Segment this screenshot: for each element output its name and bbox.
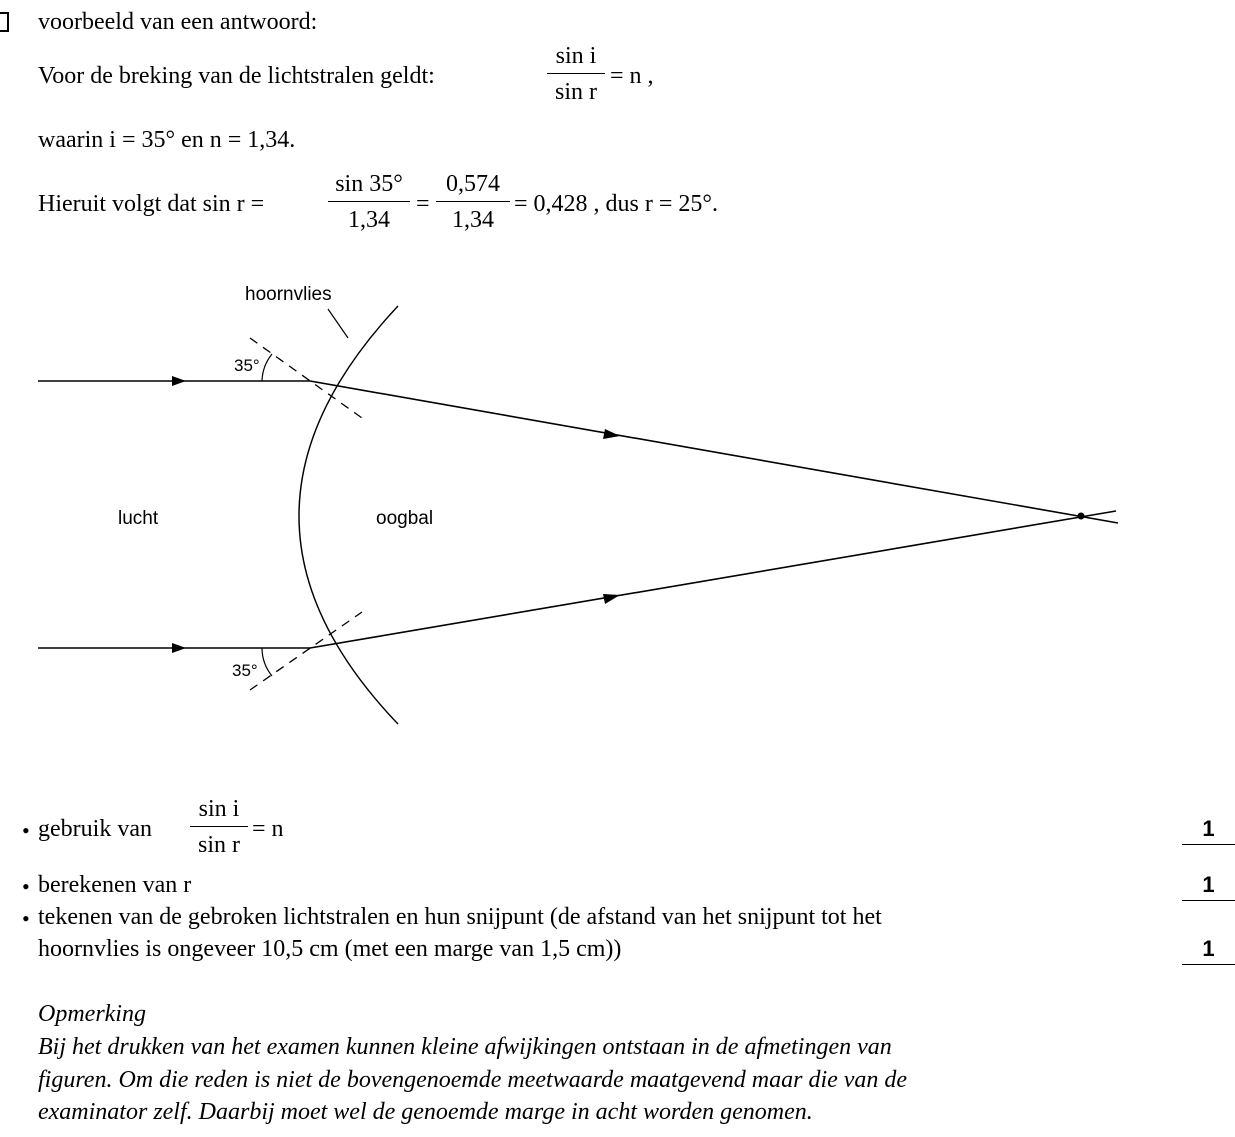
snell-fraction — [547, 44, 605, 104]
criterion-1-suffix: = n — [252, 816, 284, 842]
remark-line-3: examinator zelf. Daarbij moet wel de genoemde marge in acht worden genomen. — [38, 1099, 813, 1125]
fraction-numerator: sin 35° — [335, 171, 403, 197]
remark-line-2: figuren. Om die reden is niet de bovengenoemde meetwaarde maatgevend maar die van de — [38, 1067, 908, 1093]
arrow-icon — [603, 594, 620, 604]
arrow-icon — [603, 429, 620, 439]
refraction-diagram — [0, 270, 1235, 740]
score-1: 1 — [1182, 818, 1235, 845]
bullet: • — [22, 874, 30, 899]
intersection-point — [1078, 513, 1085, 520]
angle-label-bottom: 35° — [232, 661, 258, 680]
fraction-denominator: sin r — [198, 832, 240, 858]
given-values: waarin i = 35° en n = 1,34. — [38, 127, 296, 153]
normal-bottom — [250, 612, 362, 690]
fraction-numerator: sin i — [198, 796, 240, 822]
score-2: 1 — [1182, 874, 1235, 901]
arrow-icon — [172, 376, 186, 386]
remark-title: Opmerking — [38, 1001, 146, 1027]
cornea-leader-line — [328, 309, 348, 338]
intro-text: voorbeeld van een antwoord: — [38, 9, 318, 35]
checkbox-icon — [0, 12, 9, 32]
formula-intro: Voor de breking van de lichtstralen geldt: — [38, 63, 435, 89]
calc-fraction-2 — [436, 172, 510, 232]
criterion-1-prefix: gebruik van — [38, 816, 152, 842]
fraction-numerator: 0,574 — [446, 171, 500, 197]
refracted-ray-top — [310, 381, 1118, 523]
calc-prefix: Hieruit volgt dat sin r = — [38, 191, 265, 217]
formula-rhs: = n , — [610, 63, 654, 89]
fraction-numerator: sin i — [555, 43, 597, 69]
fraction-denominator: sin r — [555, 79, 597, 105]
arrow-icon — [172, 643, 186, 653]
criterion-1-fraction — [190, 797, 248, 857]
label-eyeball: oogbal — [376, 508, 434, 529]
remark-line-1: Bij het drukken van het examen kunnen kleine afwijkingen ontstaan in de afmetingen van — [38, 1034, 892, 1060]
refracted-ray-bottom — [310, 511, 1116, 648]
angle-label-top: 35° — [234, 356, 260, 375]
angle-arc-bottom — [262, 648, 272, 676]
fraction-denominator: 1,34 — [452, 207, 494, 233]
calc-equals: = — [416, 191, 430, 217]
angle-arc-top — [262, 354, 272, 381]
fraction-denominator: 1,34 — [348, 207, 390, 233]
criterion-3-line-2: hoornvlies is ongeveer 10,5 cm (met een marge van 1,5 cm)) — [38, 936, 622, 962]
criterion-3-line-1: tekenen van de gebroken lichtstralen en hun snijpunt (de afstand van het snijpunt tot het — [38, 904, 882, 930]
score-3: 1 — [1182, 938, 1235, 965]
calc-fraction-1 — [328, 172, 410, 232]
calc-result: = 0,428 , dus r = 25°. — [514, 191, 718, 217]
bullet: • — [22, 818, 30, 843]
bullet: • — [22, 906, 30, 931]
criterion-2: berekenen van r — [38, 872, 192, 898]
normal-top — [250, 338, 362, 418]
label-air: lucht — [118, 508, 159, 529]
label-cornea: hoornvlies — [245, 284, 332, 305]
